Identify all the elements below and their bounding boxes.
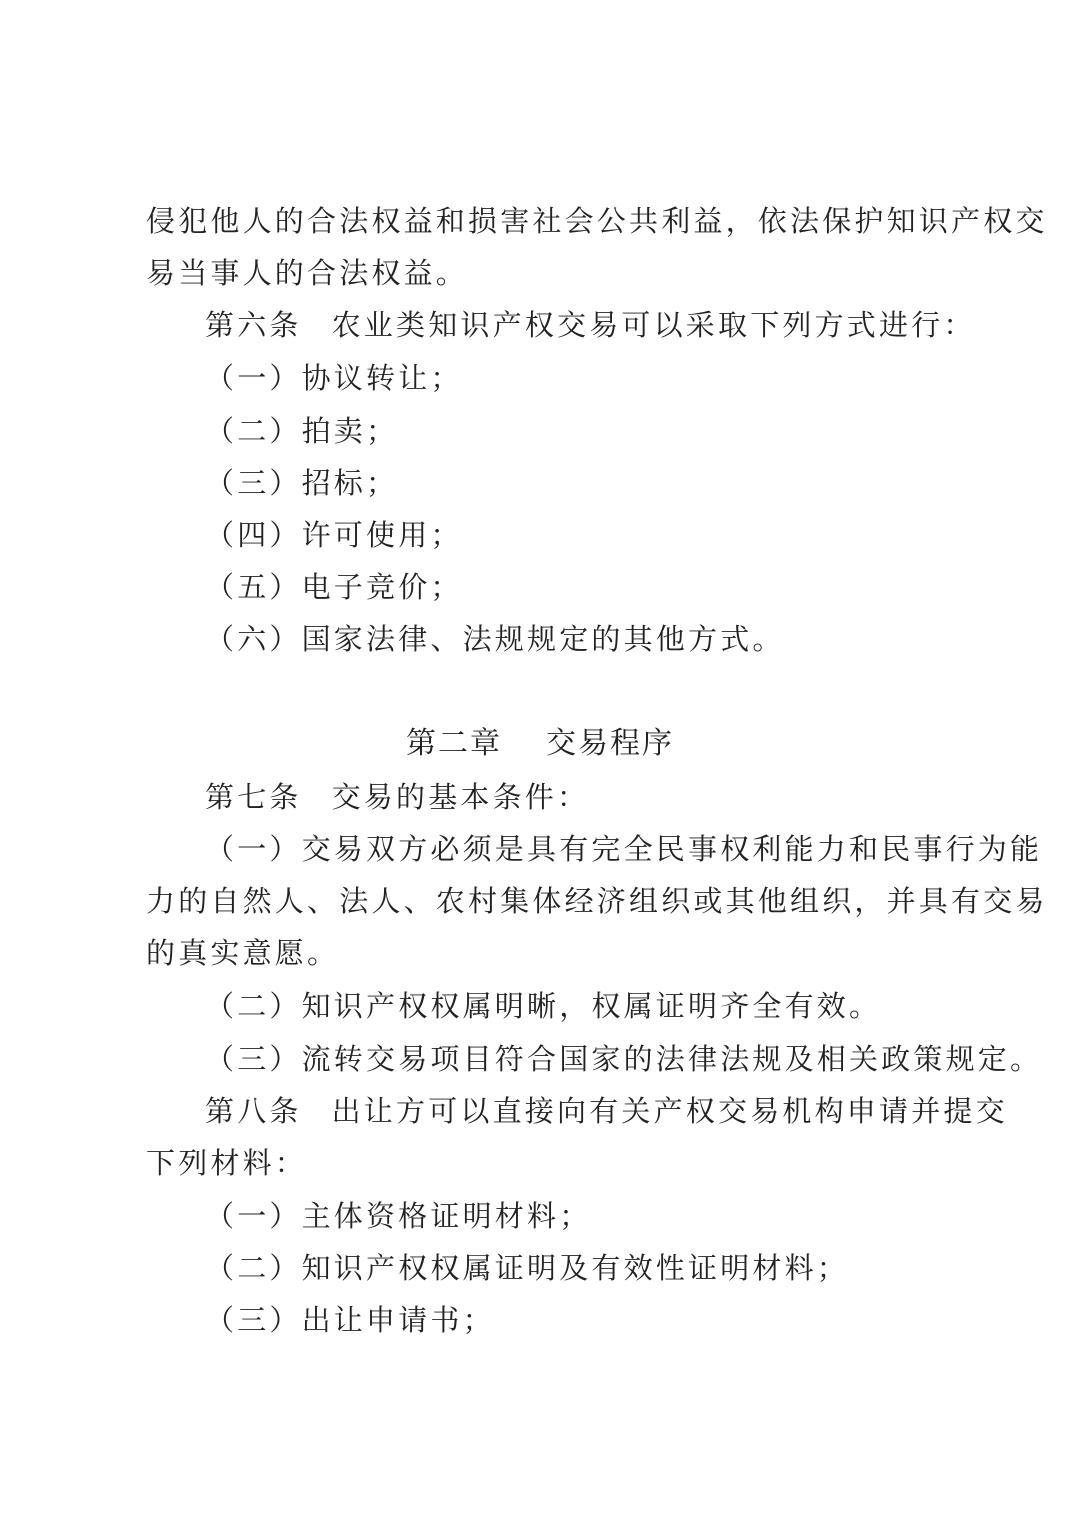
paragraph-line: 力的自然人、法人、农村集体经济组织或其他组织，并具有交易 (146, 884, 1048, 918)
list-item: （五）电子竞价； (205, 570, 463, 604)
paragraph-line: 的真实意愿。 (146, 936, 340, 970)
list-item: （三）招标； (205, 466, 399, 500)
list-item: （四）许可使用； (205, 518, 463, 552)
article-text: 出让方可以直接向有关产权交易机构申请并提交 (331, 1094, 1008, 1128)
list-item: （三）流转交易项目符合国家的法律法规及相关政策规定。 (205, 1042, 1043, 1076)
article-7 (0, 771, 1080, 823)
article-6 (0, 299, 1080, 351)
article-text: 农业类知识产权交易可以采取下列方式进行： (331, 308, 976, 342)
paragraph-line: 侵犯他人的合法权益和损害社会公共利益，依法保护知识产权交 (146, 204, 1048, 238)
paragraph-line: 下列材料： (146, 1146, 308, 1180)
paragraph-line: 易当事人的合法权益。 (146, 256, 469, 290)
list-item: （一）主体资格证明材料； (205, 1199, 592, 1233)
list-item: （二）知识产权权属证明及有效性证明材料； (205, 1251, 850, 1285)
chapter-number: 第二章 (406, 726, 502, 761)
article-number: 第六条 (205, 308, 302, 342)
list-item: （六）国家法律、法规规定的其他方式。 (205, 622, 785, 656)
article-number: 第七条 (205, 780, 302, 814)
list-item: （一）协议转让； (205, 361, 463, 395)
list-item: （二）拍卖； (205, 414, 399, 448)
paragraph-line: （一）交易双方必须是具有完全民事权利能力和民事行为能 (205, 832, 1043, 866)
list-item: （二）知识产权权属明晰，权属证明齐全有效。 (205, 989, 882, 1023)
list-item: （三）出让申请书； (205, 1303, 495, 1337)
chapter-heading (0, 716, 1080, 772)
article-8 (0, 1085, 1080, 1137)
chapter-title: 交易程序 (546, 726, 674, 761)
article-text: 交易的基本条件： (331, 780, 590, 814)
article-number: 第八条 (205, 1094, 302, 1128)
